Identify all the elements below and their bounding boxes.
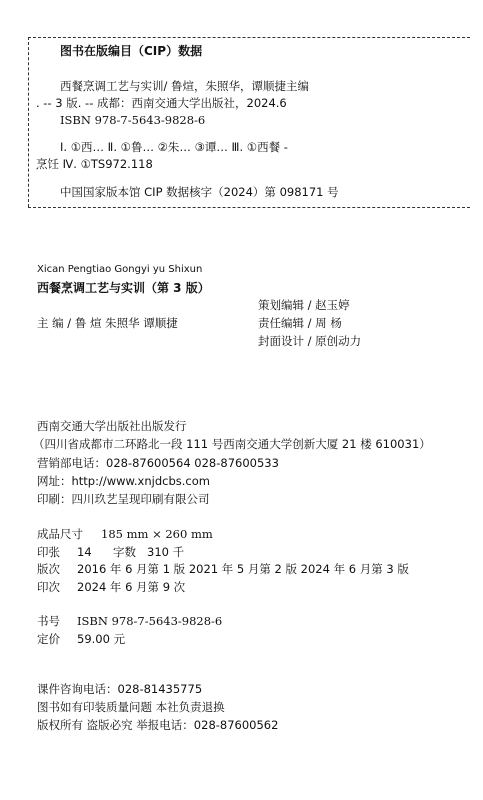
- words-value: 310 千: [147, 545, 185, 559]
- cip-frame-left: [28, 37, 29, 207]
- planning-editor: 策划编辑 / 赵玉婷: [258, 298, 350, 312]
- price-row: [37, 632, 125, 646]
- cip-header: 图书在版编目（CIP）数据: [60, 44, 203, 58]
- quality-notice: 图书如有印装质量问题 本社负责退换: [37, 700, 225, 714]
- words-label: 字数: [113, 545, 136, 559]
- cover-design: 封面设计 / 原创动力: [258, 334, 362, 348]
- print-row: [37, 580, 185, 594]
- isbn-row: [37, 614, 222, 628]
- size-label: 成品尺寸: [37, 527, 83, 541]
- responsible-editor: 责任编辑 / 周 杨: [258, 316, 342, 330]
- publisher-name: 西南交通大学出版社出版发行: [37, 419, 187, 433]
- edition-row: [37, 562, 409, 576]
- price-value: 59.00 元: [77, 632, 126, 646]
- book-pinyin: Xican Pengtiao Gongyi yu Shixun: [37, 264, 203, 275]
- isbn-value: ISBN 978-7-5643-9828-6: [77, 614, 223, 628]
- isbn-label: 书号: [37, 614, 60, 628]
- sheets-row: [37, 545, 184, 559]
- publisher-website: 网址：http://www.xnjdcbs.com: [37, 474, 210, 488]
- publisher-address: （四川省成都市二环路北一段 111 号西南交通大学创新大厦 21 楼 610031）: [33, 437, 431, 451]
- cip-line-4: Ⅰ. ①西… Ⅱ. ①鲁… ②朱… ③谭… Ⅲ. ①西餐 -: [60, 140, 288, 154]
- book-title: 西餐烹调工艺与实训（第 3 版）: [37, 281, 210, 295]
- cip-line-2: . -- 3 版. -- 成都：西南交通大学出版社，2024.6: [36, 96, 287, 110]
- edition-value: 2016 年 6 月第 1 版 2021 年 5 月第 2 版 2024 年 6 月第 3 版: [77, 562, 409, 576]
- cip-frame-bottom: [28, 207, 470, 208]
- cip-frame-top: [28, 37, 470, 38]
- copyright-notice: 版权所有 盗版必究 举报电话：028-87600562: [37, 718, 279, 732]
- print-value: 2024 年 6 月第 9 次: [77, 580, 186, 594]
- cip-line-5: 烹饪 Ⅳ. ①TS972.118: [36, 157, 153, 171]
- size-value: 185 mm × 260 mm: [101, 527, 213, 541]
- size-row: [37, 527, 213, 541]
- price-label: 定价: [37, 632, 60, 646]
- printer: 印刷：四川玖艺呈现印刷有限公司: [37, 492, 210, 506]
- cip-line-1: 西餐烹调工艺与实训/ 鲁煊，朱照华，谭顺捷主编: [60, 79, 310, 93]
- print-label: 印次: [37, 580, 60, 594]
- cip-isbn: ISBN 978-7-5643-9828-6: [60, 113, 206, 127]
- marketing-phone: 营销部电话：028-87600564 028-87600533: [37, 456, 279, 470]
- edition-label: 版次: [37, 562, 60, 576]
- sheets-label: 印张: [37, 545, 60, 559]
- sheets-value: 14: [77, 545, 92, 559]
- chief-editors: 主 编 / 鲁 煊 朱照华 谭顺捷: [37, 316, 178, 330]
- courseware-phone: 课件咨询电话：028-81435775: [37, 682, 203, 696]
- cip-line-6: 中国国家版本馆 CIP 数据核字（2024）第 098171 号: [60, 185, 339, 199]
